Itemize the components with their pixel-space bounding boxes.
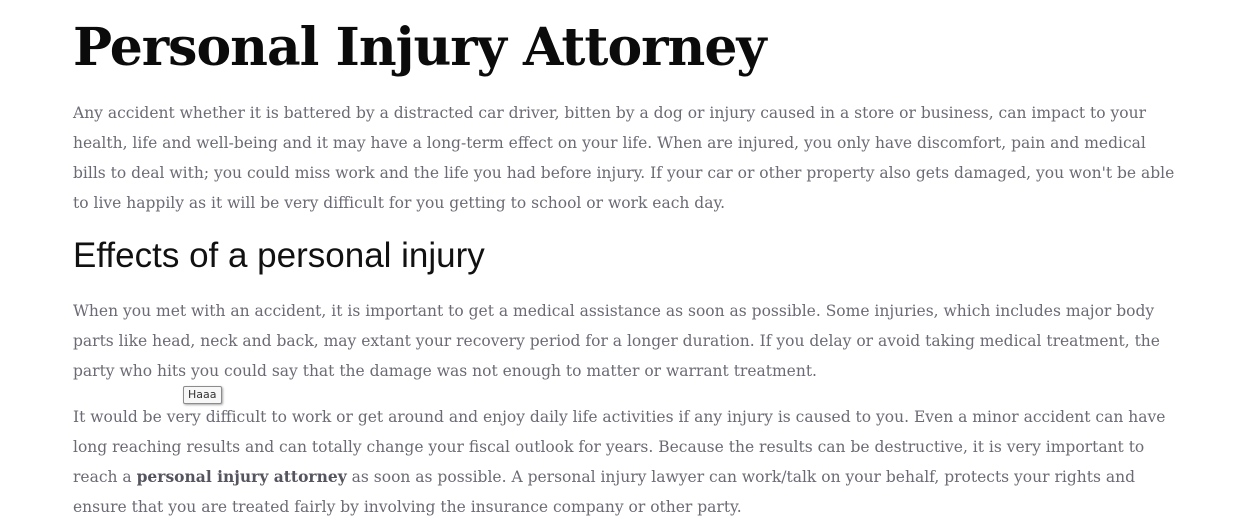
section-heading: Effects of a personal injury: [73, 236, 485, 275]
consequences-text-end: as soon as possible. A personal injury lawyer can work/talk on your behalf, protects your rights and ensure that you are treated fairly by involving the insurance company or other party.: [73, 468, 1135, 516]
consequences-text-start: It would be very difficult to work or get around and enjoy daily life activities if any injury is caused to you. Even a minor accident can have long reaching results and can totally change your fiscal outlook for years. Because the results can be destructive, it is very important to reach a: [73, 408, 1166, 486]
consequences-paragraph: [73, 402, 1183, 522]
hover-tooltip: Haaa: [183, 386, 222, 404]
intro-paragraph: Any accident whether it is battered by a distracted car driver, bitten by a dog or injury caused in a store or business, can impact to your health, life and well-being and it may have a long-term effect on your life. When are injured, you only have discomfort, pain and medical bills to deal with; you could miss work and the life you had before injury. If your car or other property also gets damaged, you won't be able to live happily as it will be very difficult for you getting to school or work each day.: [73, 104, 1175, 212]
personal-injury-attorney-emphasis: personal injury attorney: [136, 467, 347, 486]
article: [73, 0, 1183, 522]
effects-paragraph: When you met with an accident, it is important to get a medical assistance as soon as possible. Some injuries, which includes major body parts like head, neck and back, may extant your recovery period for a longer duration. If you delay or avoid taking medical treatment, the party who hits you could say that the damage was not enough to matter or warrant treatment.: [73, 302, 1160, 380]
page-title: Personal Injury Attorney: [73, 17, 766, 78]
